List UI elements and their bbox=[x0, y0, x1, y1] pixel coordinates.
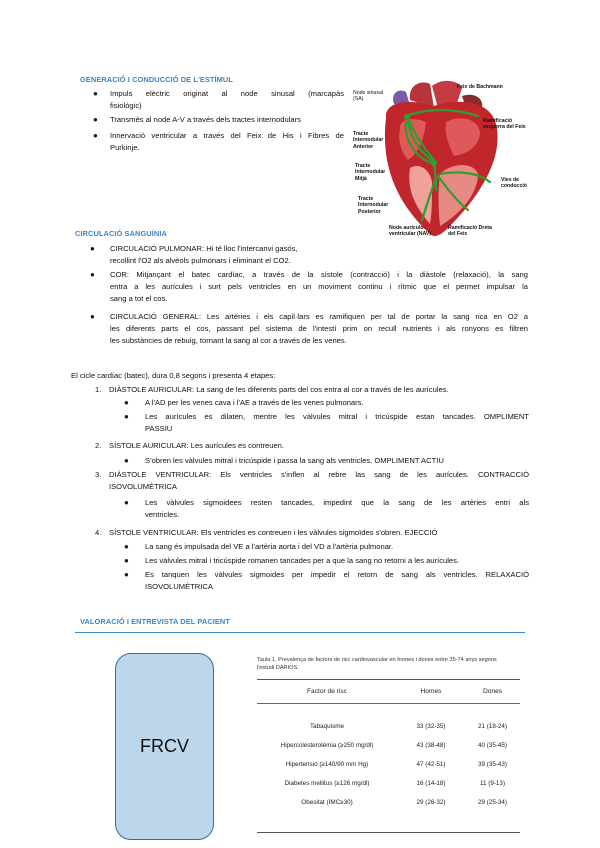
bullet-dot: ● bbox=[124, 542, 129, 551]
bullet-text bbox=[110, 243, 530, 267]
bullet-text bbox=[110, 130, 344, 154]
bullet-text bbox=[110, 269, 528, 305]
bullet-dot: ● bbox=[93, 89, 98, 98]
bullet-line: Impuls elèctric originat al node sinusal (marcapàs bbox=[110, 89, 344, 98]
label-ramificacio-esquerra: Ramificació esquerra del Feix bbox=[483, 118, 526, 131]
cell-homes: 29 (26-32) bbox=[416, 799, 446, 806]
bullet-dot: ● bbox=[90, 270, 95, 279]
cell-dones: 40 (35-45) bbox=[477, 742, 508, 749]
cell-dones: 21 (18-24) bbox=[477, 723, 508, 730]
section-heading-valoracio: VALORACIÓ I ENTREVISTA DEL PACIENT bbox=[80, 617, 230, 626]
bullet-line: les diferents parts el cos, passant pel sistema de l'intestí prim on recull nutrients i als ronyons es filtren bbox=[110, 324, 528, 333]
bullet-line: COR: Mitjançant el batec cardíac, a través de la sístole (contracció) i la diàstole (relaxació), la sang bbox=[110, 270, 528, 279]
label-node-av: Node auriculo- ventricular (NAV) bbox=[389, 225, 431, 238]
bullet-dot: ● bbox=[124, 498, 129, 507]
table-row bbox=[257, 717, 520, 736]
cell-homes: 16 (14-18) bbox=[416, 780, 446, 787]
bullet-line: fisiològic) bbox=[110, 101, 142, 110]
bullet-line: recollint l'O2 als alvèols pulmonars i eliminant el CO2. bbox=[110, 256, 291, 265]
bullet-dot: ● bbox=[93, 131, 98, 140]
bullet-dot: ● bbox=[90, 312, 95, 321]
label-tracte-anterior: Tracte Internodular Anterior bbox=[353, 131, 384, 150]
bullet-dot: ● bbox=[124, 570, 129, 579]
bullet-line: CIRCULACIÓ PULMONAR: Hi té lloc l'intercanvi gasós, bbox=[110, 244, 298, 253]
step-text: DIÀSTOLE VENTRICULAR: Els ventricles s'inflen al rebre las sang de les aurícules. CONTRACCIÓ ISOVOLUMÈTRICA bbox=[109, 470, 529, 491]
cell-homes: 33 (32-35) bbox=[416, 723, 446, 730]
step-number: 1. bbox=[95, 385, 102, 394]
table-row bbox=[257, 755, 520, 774]
bullet-line: entra a les aurícules i surt pels ventricles en un moviment continu i rítmic que el permet impulsar la bbox=[110, 282, 528, 291]
sub-bullet-text: La sang és impulsada del VE a l'artèria aorta i del VD a l'artèria pulmonar. bbox=[145, 542, 394, 551]
sa-node bbox=[404, 114, 410, 120]
cell-homes: 47 (42-51) bbox=[416, 761, 446, 768]
label-tracte-mitja: Tracte Internodular Mitjà bbox=[355, 163, 386, 182]
bullet-line: Transmès al node A-V a través dels tractes internodulars bbox=[110, 115, 301, 124]
cell-dones: 11 (9-13) bbox=[479, 780, 506, 787]
label-feix-bachmann: Feix de Bachmann bbox=[457, 84, 503, 90]
bullet-text bbox=[110, 114, 344, 126]
bullet-dot: ● bbox=[124, 556, 129, 565]
section-heading-estimul: GENERACIÓ I CONDUCCIÓ DE L'ESTÍMUL bbox=[80, 75, 233, 84]
sub-bullet-text: S'obren les vàlvules mitral i tricúspide i passa la sang als ventricles. OMPLIMENT ACTIU bbox=[145, 456, 444, 465]
bullet-dot: ● bbox=[124, 398, 129, 407]
bullet-text bbox=[110, 311, 528, 347]
cell-factor: Diabetes mellitus (≥126 mg/dl) bbox=[284, 780, 370, 787]
bullet-dot: ● bbox=[124, 412, 129, 421]
bullet-line: sang a tot el cos. bbox=[110, 294, 168, 303]
header-factor: Factor de risc bbox=[307, 688, 347, 695]
table-row bbox=[257, 774, 520, 793]
bullet-line: Purkinje. bbox=[110, 143, 140, 152]
header-dones: Dones bbox=[482, 688, 503, 695]
label-node-sinusal: Node sinusal (SA) bbox=[353, 90, 383, 103]
cell-factor: Obesitat (IMC≥30) bbox=[301, 799, 353, 806]
table-row bbox=[257, 736, 520, 755]
bullet-dot: ● bbox=[90, 244, 95, 253]
bullet-dot: ● bbox=[93, 115, 98, 124]
bullet-line: CIRCULACIÓ GENERAL: Les artèries i els capil·lars es ramifiquen per tal de portar la sang rica en O2 a bbox=[110, 312, 528, 321]
table-caption: Taula 1. Prevalença de factors de risc cardiovascular en homes i dones entre 35-74 anys segons l'estudi DARIOS. bbox=[257, 657, 497, 671]
risk-table-header bbox=[257, 680, 520, 704]
section-divider bbox=[75, 632, 525, 633]
step-text: DIÀSTOLE AURICULAR: La sang de les diferents parts del cos entra al cor a través de les aurícules. bbox=[109, 385, 449, 394]
step-number: 3. bbox=[95, 470, 102, 479]
cell-dones: 29 (25-34) bbox=[477, 799, 508, 806]
section-heading-circulacio: CIRCULACIÓ SANGUÍNIA bbox=[75, 229, 167, 238]
sub-bullet-text: Les vàlvules sigmoidees resten tancades, impedint que la sang de les artèries entri als ventricles. bbox=[145, 498, 529, 519]
step-text: SÍSTOLE VENTRICULAR: Els ventricles es contreuen i les vàlvules sigmoïdes s'obren. EJECCIÓ bbox=[109, 528, 438, 537]
risk-table-frame bbox=[257, 679, 520, 833]
step-number: 2. bbox=[95, 441, 102, 450]
cell-homes: 43 (38-48) bbox=[416, 742, 446, 749]
sub-bullet-text: A l'AD per les venes cava i l'AE a través de les venes pulmonars. bbox=[145, 398, 364, 407]
sub-bullet-text: Es tanquen les vàlvules sigmoides per impedir el retorn de sang als ventricles. RELAXACIÓ ISOVOLUMÈTRICA bbox=[145, 570, 529, 591]
bullet-line: les substàncies de rebuig, tornant la sang al cor a través de les venes. bbox=[110, 336, 347, 345]
cell-factor: Tabaquisme bbox=[310, 723, 344, 730]
frcv-box bbox=[115, 653, 214, 840]
step-number: 4. bbox=[95, 528, 102, 537]
bullet-line: Innervació ventricular a través del Feix de His i Fibres de bbox=[110, 131, 344, 140]
frcv-label: FRCV bbox=[140, 736, 189, 756]
risk-table bbox=[257, 717, 520, 812]
label-ramificacio-dreta: Ramificació Dreta del Feix bbox=[448, 225, 492, 238]
cell-factor: Hipertensió (≥140/90 mm Hg) bbox=[285, 761, 369, 768]
bullet-text bbox=[110, 88, 344, 112]
cycle-intro: El cicle cardíac (batec), dura 0,8 segons i presenta 4 etapes: bbox=[71, 371, 276, 380]
av-node bbox=[431, 160, 437, 166]
step-text: SÍSTOLE AURICULAR: Les aurícules es contreuen. bbox=[109, 441, 285, 450]
label-vies-conduccio: Vies de conducció bbox=[501, 177, 527, 190]
bullet-dot: ● bbox=[124, 456, 129, 465]
header-homes: Homes bbox=[420, 688, 442, 695]
cell-dones: 39 (35-43) bbox=[477, 761, 508, 768]
cell-factor: Hipercolesterolèmia (≥250 mg/dl) bbox=[280, 742, 374, 749]
sub-bullet-text: Les vàlvules mitral i tricúspide romanen tancades per a que la sang no retorni a les aurícules. bbox=[145, 556, 460, 565]
label-tracte-posterior: Tracte Internodular Posterior bbox=[358, 196, 389, 215]
table-row bbox=[257, 793, 520, 812]
sub-bullet-text: Les aurícules es dilaten, mentre les vàlvules mitral i tricúspide estan tancades. OMPLIMENT PASSIU bbox=[145, 412, 529, 433]
